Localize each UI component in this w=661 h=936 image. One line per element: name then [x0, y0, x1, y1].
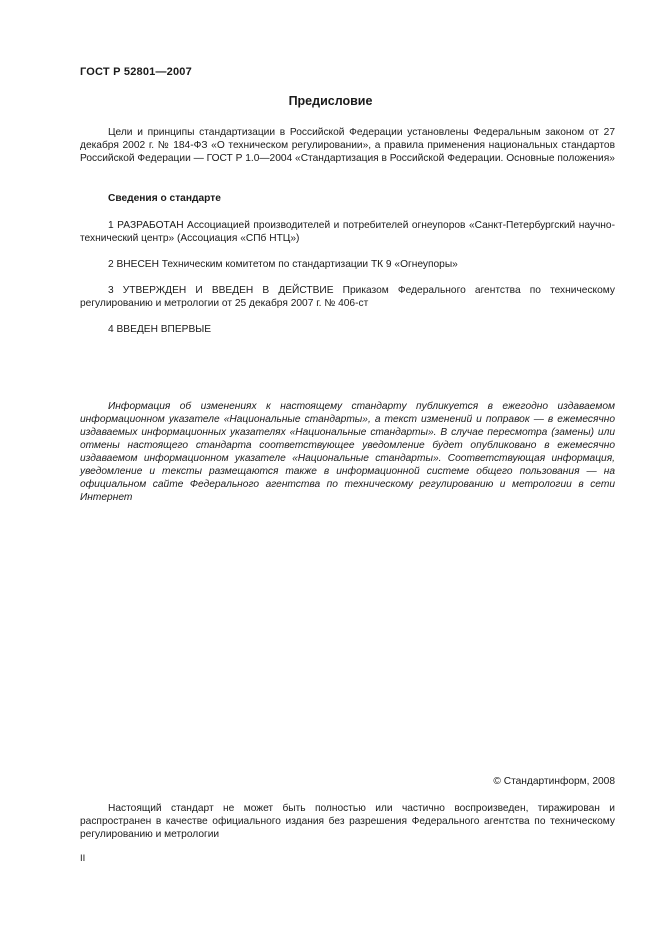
page-number: II [80, 853, 86, 864]
changes-notice: Информация об изменениях к настоящему стандарту публикуется в ежегодно издаваемом информационном указателе «Национальные стандарты», а текст изменений и поправок — в ежемесячно издаваемых информационных указателях «Национальные стандарты». В случае пересмотра (замены) или отмены настоящего стандарта соответствующее уведомление будет опубликовано в ежемесячно издаваемом информационном указателе «Национальные стандарты». Соответствующая информация, уведомление и тексты размещаются также в информационной системе общего пользования — на официальном сайте Федерального агентства по техническому регулированию и метрологии в сети Интернет [80, 401, 615, 503]
intro-paragraph-block [80, 126, 615, 165]
page-title: Предисловие [288, 94, 373, 108]
item-4-block [80, 323, 615, 336]
item-first-introduced: 4 ВВЕДЕН ВПЕРВЫЕ [108, 324, 212, 335]
notice-block [80, 400, 615, 504]
info-heading: Сведения о стандарте [108, 193, 221, 204]
reproduction-block [80, 802, 615, 841]
item-3-block [80, 284, 615, 310]
item-developed: 1 РАЗРАБОТАН Ассоциацией производителей и потребителей огнеупоров «Санкт-Петербургский научно-технический центр» (Ассоциация «СПб НТЦ») [80, 220, 615, 244]
item-introduced: 2 ВНЕСЕН Техническим комитетом по стандартизации ТК 9 «Огнеупоры» [108, 259, 458, 270]
copyright-line: © Стандартинформ, 2008 [493, 776, 615, 787]
intro-paragraph: Цели и принципы стандартизации в Российской Федерации установлены Федеральным законом от 27 декабря 2002 г. № 184-ФЗ «О техническом регулировании», а правила применения национальных стандартов Российской Федерации — ГОСТ Р 1.0—2004 «Стандартизация в Российской Федерации. Основные положения» [80, 127, 615, 164]
item-approved: 3 УТВЕРЖДЕН И ВВЕДЕН В ДЕЙСТВИЕ Приказом Федерального агентства по техническому регулированию и метрологии от 25 декабря 2007 г. № 406-ст [80, 285, 615, 309]
item-1-block [80, 219, 615, 245]
item-2-block [80, 258, 615, 271]
standard-header: ГОСТ Р 52801—2007 [80, 66, 192, 78]
reproduction-notice: Настоящий стандарт не может быть полностью или частично воспроизведен, тиражирован и распространен в качестве официального издания без разрешения Федерального агентства по техническому регулированию и метрологии [80, 803, 615, 840]
